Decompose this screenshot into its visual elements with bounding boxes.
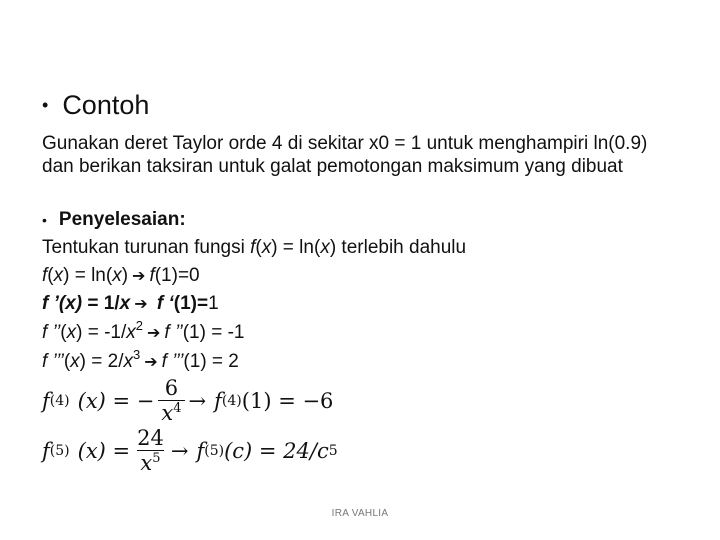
arrow-right-icon: ➔ xyxy=(134,296,148,313)
derivative-line-3: f ’’’(x) = $2/x^3$ ➔ f ’’’(1) = 2 xyxy=(42,347,239,372)
arrow-right-icon: ➔ xyxy=(147,325,161,342)
derivative-line-2: f ’’(x) = $-1/x^2$ ➔ f ’’(1) = -1 xyxy=(42,318,245,343)
bullet-icon: • xyxy=(42,212,47,228)
solution-label: Penyelesaian: xyxy=(58,209,186,230)
fourth-derivative-equation: f (4) (x) = − $\frac{6}{x^4}$ → f (4) (1) = −6 xyxy=(42,376,334,425)
arrow-right-icon: ➔ xyxy=(144,354,158,371)
arrow-icon: → xyxy=(170,438,189,463)
derivative-intro: Tentukan turunan fungsi f(x) = ln(x) terlebih dahulu xyxy=(42,237,467,258)
arrow-icon: → xyxy=(188,388,207,413)
problem-statement: Gunakan deret Taylor orde 4 di sekitar x0 = 1 untuk menghampiri ln(0.9) dan berikan taksiran untuk galat pemotongan maksimum yang dibuat xyxy=(42,133,648,177)
slide-heading xyxy=(42,90,149,121)
solution-heading xyxy=(42,209,186,231)
heading-text: Contoh xyxy=(62,90,150,120)
footer-author: IRA VAHLIA xyxy=(331,508,389,519)
derivative-line-0: f(x) = ln(x) ➔ f(1)=0 xyxy=(42,265,200,286)
bullet-icon: • xyxy=(42,95,49,115)
fifth-derivative-equation: f (5) (x) = $\frac{24}{x^5}$ → f (5) (c) = 24/c 5 xyxy=(42,426,338,475)
arrow-right-icon: ➔ xyxy=(132,268,146,285)
fraction: $\frac{6}{x^4}$ xyxy=(158,376,184,425)
fraction: $\frac{24}{x^5}$ xyxy=(137,426,164,475)
derivative-line-1: f ’(x) = 1/x ➔ f ‘(1)=1 xyxy=(42,293,219,314)
